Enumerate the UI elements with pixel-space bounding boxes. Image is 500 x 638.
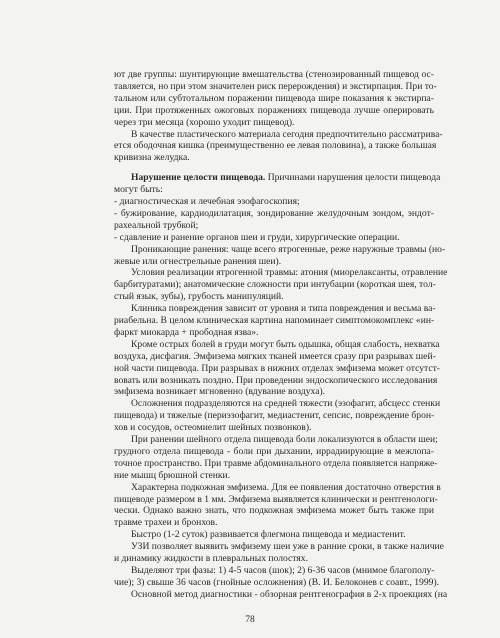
list-item: - диагностическая и лечебная эзофагоскопия; [114,196,300,207]
text-line: пищеводе размером в 1 мм. Эмфизема выявляется клинически и рентгенологи- [114,493,438,505]
text-line: фаркт миокарда + прободная язва». [114,326,259,338]
text-line: точное пространство. При травме абдоминального отдела появляется напряже- [114,457,438,469]
text-line: Основной метод диагностики - обзорная рентгенография в 2-х проекциях (на [131,588,448,600]
text-line: Кроме острых болей в груди могут быть одышка, общая слабость, нехватка [131,338,440,350]
list-item: - сдавление и ранение органов шеи и груди, хирургические операции. [114,231,400,243]
text-line: через три месяца (хорошо уходит пищевод). [114,116,295,128]
text-line: рахеальной трубкой; [114,219,199,231]
text-line: тавляется, но при этом значителен риск перерождения) и экстирпация. При то- [114,80,437,92]
text-line: эмфизема возникает мгновенно (вдувание воздуха). [114,386,326,398]
text-line: могут быть: [114,184,163,196]
text-line: ции. При протяженных ожоговых поражениях пищевода лучше оперировать [114,104,434,116]
text-line: травме трахеи и бронхов. [114,517,218,529]
text-line: Характерна подкожная эмфизема. Для ее появления достаточно отверстия в [131,481,441,493]
section-heading-line [131,172,441,184]
text-line: тальном или субтотальном поражении пищевода шире показания к экстирпа- [114,92,434,104]
text-line: пищевода) и тяжелые (периэзофагит, медиастенит, сепсис, повреждение брон- [114,410,435,422]
list-item: - бужирование, кардиодилатация, зондирование желудочным зондом, эндот- [114,207,434,219]
text-line: При ранении шейного отдела пищевода боли локализуются в области шеи; [131,434,438,445]
text-line: УЗИ позволяет выявить эмфизему шеи уже в ранние сроки, в также наличие [131,541,444,553]
text-line: В качестве пластического материала сегодня предпочтительно рассматрива- [131,128,443,140]
text-line: Клиника повреждения зависит от уровня и типа повреждения и весьма ва- [131,303,436,315]
text-line: кривизна желудка. [114,152,190,164]
text-line: стый язык, зубы), грубость манипуляций. [114,291,284,303]
text-line: Проникающие ранения: чаще всего ятрогенные, реже наружные травмы (но- [131,243,446,255]
text-line: ют две группы: шунтирующие вмешательства (стенозированный пищевод ос- [114,69,434,80]
text-line: чие); 3) свыше 36 часов (гнойные осложнения) (В. И. Белоконев с соавт., 1999). [114,576,440,588]
text-line: Условия реализации ятрогенной травмы: атония (миорелаксанты, отравление [131,267,448,279]
text-line: чески. Однако важно знать, что подкожная эмфизема может быть также при [114,505,434,517]
text-line: ется ободочная кишка (преимущественно ее левая половина), а также большая [114,140,437,152]
text-line: и динамику жидкости в плевральных полостях. [114,553,308,564]
text-line: риабельна. В целом клиническая картина напоминает симптомокомплекс «ин- [114,315,435,326]
text-line: грудного отдела пищевода - боли при дыхании, иррадиирующие в межлопа- [114,445,434,457]
section-heading: Нарушение целости пищевода. [131,172,266,184]
page-number: 78 [245,614,255,625]
text-line: воздуха, дисфагия. Эмфизема мягких тканей имеется сразу при разрывах шей- [114,350,436,362]
text-line: хов и сосудов, остеомиелит шейных позвонков). [114,422,312,434]
text-line: барбитуратами); анатомические сложности при интубации (короткая шея, тол- [114,279,436,291]
text-line: вовать или возникать поздно. При проведении эндоскопического исследования [114,374,438,386]
text-line: жевые или огнестрельные ранения шеи). [114,255,282,267]
text-line: Осложнения подразделяются на средней тяжести (эзофагит, абсцесс стенки [131,398,441,410]
text-line: Быстро (1-2 суток) развивается флегмона пищевода и медиастенит. [131,529,406,541]
text-line: ной части пищевода. При разрывах в нижних отделах эмфизема может отсутст- [114,362,440,374]
text-line: ние мышц брюшной стенки. [114,469,231,481]
text-line: Выделяют три фазы: 1) 4-5 часов (шок); 2) 6-36 часов (мнимое благополу- [131,564,435,576]
text-fragment: Причинами нарушения целости пищевода [265,172,441,184]
